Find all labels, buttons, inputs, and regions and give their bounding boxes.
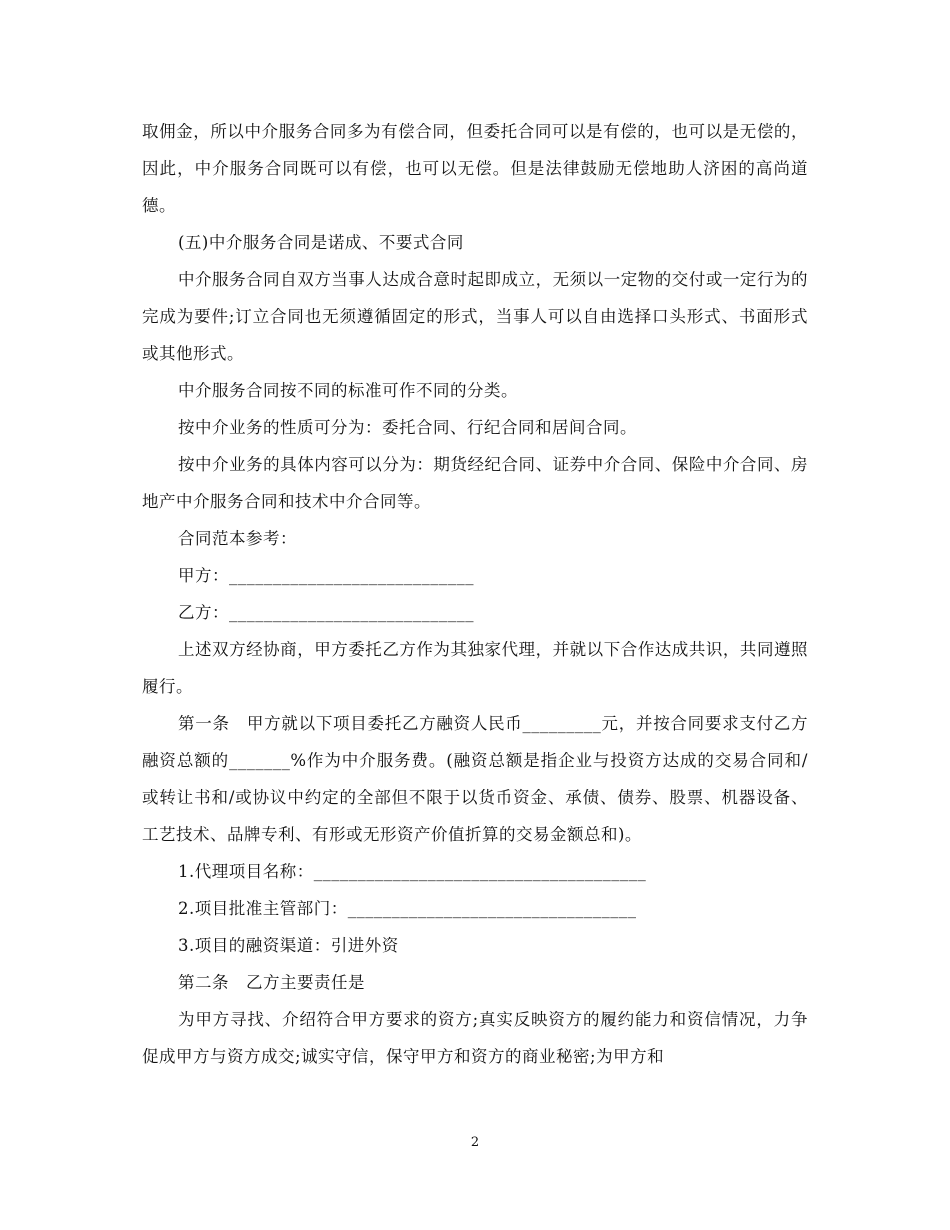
approval-department-line: 2.项目批准主管部门：_________________________________ xyxy=(178,899,637,918)
paragraph-7: 合同范本参考： xyxy=(178,529,297,548)
paragraph-5: 按中介业务的性质可分为：委托合同、行纪合同和居间合同。 xyxy=(178,418,637,437)
article-two-body: 为甲方寻找、介绍符合甲方要求的资方;真实反映资方的履约能力和资信情况，力争促成甲方与资方成交;诚实守信，保守甲方和资方的商业秘密;为甲方和 xyxy=(142,1010,808,1066)
paragraph-3: 中介服务合同自双方当事人达成合意时起即成立，无须以一定物的交付或一定行为的完成为要件;订立合同也无须遵循固定的形式，当事人可以自由选择口头形式、书面形式或其他形式。 xyxy=(142,270,808,363)
paragraph-4: 中介服务合同按不同的标准可作不同的分类。 xyxy=(178,381,518,400)
article-two-title: 第二条 乙方主要责任是 xyxy=(178,973,365,992)
paragraph-10: 上述双方经协商，甲方委托乙方作为其独家代理，并就以下合作达成共识，共同遵照履行。 xyxy=(142,640,808,696)
project-name-line: 1.代理项目名称：______________________________________ xyxy=(178,862,647,881)
financing-channel-line: 3.项目的融资渠道：引进外资 xyxy=(178,936,399,955)
paragraph-2: (五)中介服务合同是诺成、不要式合同 xyxy=(178,233,464,252)
document-body xyxy=(142,113,808,1075)
party-a-line: 甲方：____________________________ xyxy=(178,566,474,585)
page-number: 2 xyxy=(470,1135,480,1150)
paragraph-6: 按中介业务的具体内容可以分为：期货经纪合同、证券中介合同、保险中介合同、房地产中介服务合同和技术中介合同等。 xyxy=(142,455,808,511)
article-one: 第一条 甲方就以下项目委托乙方融资人民币_________元，并按合同要求支付乙方融资总额的_______%作为中介服务费。(融资总额是指企业与投资方达成的交易合同和/或转让书和/或协议中约定的全部但不限于以货币资金、承债、债券、股票、机器设备、工艺技术、品牌专利、有形或无形资产价值折算的交易金额总和)。 xyxy=(142,714,808,844)
paragraph-1: 取佣金，所以中介服务合同多为有偿合同，但委托合同可以是有偿的，也可以是无偿的，因此，中介服务合同既可以有偿，也可以无偿。但是法律鼓励无偿地助人济困的高尚道德。 xyxy=(142,122,808,215)
party-b-line: 乙方：____________________________ xyxy=(178,603,474,622)
